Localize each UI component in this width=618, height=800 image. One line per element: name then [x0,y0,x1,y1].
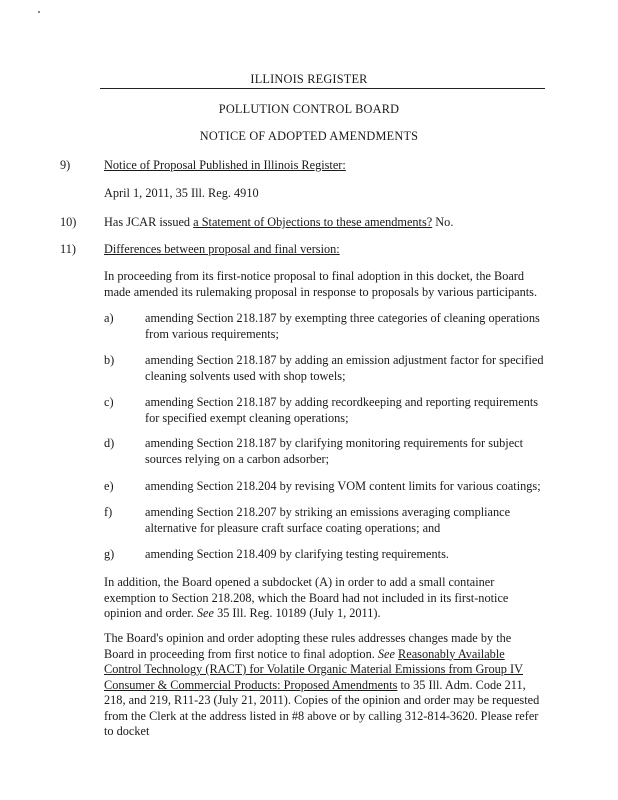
section-number-11: 11) [60,242,76,256]
section-number-9: 9) [60,158,71,172]
item-label: a) [104,311,114,325]
addition-see: See [196,606,214,620]
item-text: amending Section 218.187 by adding recordkeeping and reporting requirements for specified exempt cleaning operations; [145,395,539,425]
section-10-heading [104,215,453,230]
scan-speck [38,11,40,13]
section-10-heading-plain: Has JCAR issued [104,215,191,229]
final-part1: The Board's opinion and order adopting these rules addresses changes made by the Board in proceeding from first notice to final adoption. [104,631,512,661]
final-paragraph [104,631,544,740]
item-text: amending Section 218.187 by clarifying monitoring requirements for subject sources relying on a carbon adsorber; [145,436,524,466]
item-text: amending Section 218.204 by revising VOM content limits for various coatings; [145,479,541,493]
final-see: See [377,646,395,661]
section-10-answer: No. [435,215,454,229]
header-rule [100,88,545,89]
item-text: amending Section 218.409 by clarifying testing requirements. [145,547,449,561]
item-label: c) [104,395,114,409]
final-part3: 219, R11-23 (July 21, 2011). Copies of the opinion and order may be requested from the Clerk at the address listed in #8 above or by calling 312-814-3620. Please refer to docket [104,693,540,738]
notice-title: NOTICE OF ADOPTED AMENDMENTS [199,129,419,143]
intro-paragraph: In proceeding from its first-notice proposal to final adoption in this docket, the Board made amended its rulemaking proposal in response to proposals by various participants. [104,269,538,299]
item-text: amending Section 218.207 by striking an emissions averaging compliance alternative for pleasure craft surface coating operations; and [145,505,511,535]
addition-paragraph [104,575,544,622]
section-10-heading-link: a Statement of Objections to these amendments? [193,215,433,229]
register-title: ILLINOIS REGISTER [250,72,368,86]
item-text: amending Section 218.187 by exempting three categories of cleaning operations from various requirements; [145,311,540,341]
addition-cite: 35 Ill. Reg. 10189 (July 1, 2011). [217,606,381,620]
item-label: e) [104,479,114,493]
item-label: d) [104,436,115,450]
section-number-10: 10) [60,215,77,229]
item-label: f) [104,505,113,519]
final-title: Reasonably Available Control Technology (RACT) for Volatile Organic Material Emissions from Group IV Consumer & Commercial Products: Proposed Amendments [104,646,523,692]
board-name: POLLUTION CONTROL BOARD [218,102,400,116]
section-9-heading: Notice of Proposal Published in Illinois Register: [104,158,346,172]
item-text: amending Section 218.187 by adding an emission adjustment factor for specified cleaning solvents used with shop towels; [145,353,544,383]
final-part2: to 35 Ill. Adm. Code 211, 218, and [104,677,526,707]
item-label: b) [104,353,115,367]
item-label: g) [104,547,115,561]
section-9-body: April 1, 2011, 35 Ill. Reg. 4910 [104,186,259,200]
section-11-heading: Differences between proposal and final version: [104,242,340,256]
addition-text: In addition, the Board opened a subdocket (A) in order to add a small container exemption to Section 218.208, which the Board had not included in its first-notice opinion and order. [104,575,509,620]
